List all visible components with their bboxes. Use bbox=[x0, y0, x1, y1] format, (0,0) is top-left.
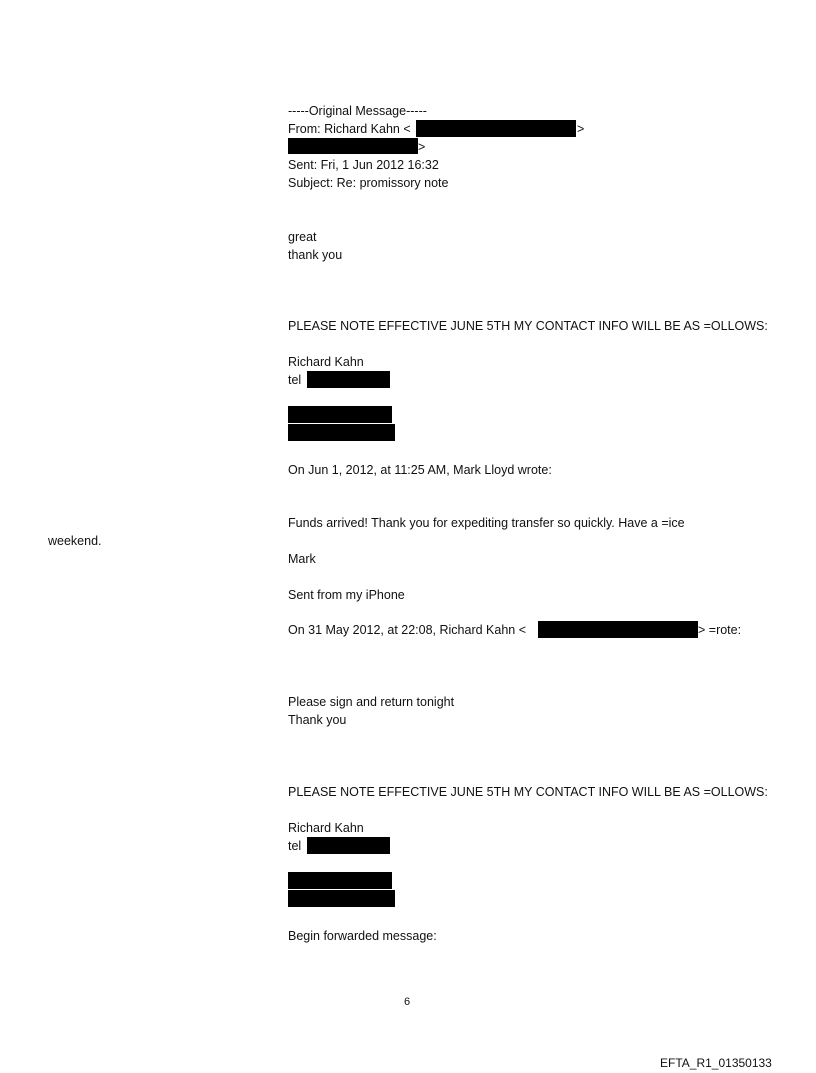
redaction-box bbox=[307, 371, 390, 388]
redaction-box bbox=[288, 872, 392, 889]
document-id: EFTA_R1_01350133 bbox=[660, 1056, 772, 1070]
quote-body-line: weekend. bbox=[48, 534, 102, 548]
redaction-box bbox=[288, 890, 395, 907]
quote-body-line: Please sign and return tonight bbox=[288, 695, 455, 709]
sent-from-line: Sent from my iPhone bbox=[288, 588, 405, 602]
from-line-suffix: > bbox=[577, 122, 585, 136]
quote-intro: On Jun 1, 2012, at 11:25 AM, Mark Lloyd wrote: bbox=[288, 463, 552, 477]
quote-signoff: Mark bbox=[288, 552, 316, 566]
tel-label: tel bbox=[288, 839, 302, 853]
redaction-box bbox=[288, 138, 418, 154]
signature-name: Richard Kahn bbox=[288, 821, 364, 835]
forwarded-label: Begin forwarded message: bbox=[288, 929, 437, 943]
redaction-box bbox=[288, 406, 392, 423]
from-line-prefix: From: Richard Kahn < bbox=[288, 122, 411, 136]
contact-notice: PLEASE NOTE EFFECTIVE JUNE 5TH MY CONTACT INFO WILL BE AS =OLLOWS: bbox=[288, 319, 768, 333]
reply-line: thank you bbox=[288, 248, 343, 262]
original-message-divider: -----Original Message----- bbox=[288, 104, 427, 118]
quote-body-line: Funds arrived! Thank you for expediting transfer so quickly. Have a =ice bbox=[288, 516, 685, 530]
redaction-box bbox=[307, 837, 390, 854]
quote-intro-suffix: > =rote: bbox=[698, 623, 742, 637]
from-line2-suffix: > bbox=[418, 140, 426, 154]
quote-intro-prefix: On 31 May 2012, at 22:08, Richard Kahn < bbox=[288, 623, 527, 637]
reply-line: great bbox=[288, 230, 317, 244]
page-number: 6 bbox=[404, 996, 411, 1008]
sent-line: Sent: Fri, 1 Jun 2012 16:32 bbox=[288, 158, 439, 172]
contact-notice: PLEASE NOTE EFFECTIVE JUNE 5TH MY CONTACT INFO WILL BE AS =OLLOWS: bbox=[288, 785, 768, 799]
subject-line: Subject: Re: promissory note bbox=[288, 176, 449, 190]
quote-body-line: Thank you bbox=[288, 713, 347, 727]
signature-name: Richard Kahn bbox=[288, 355, 364, 369]
tel-label: tel bbox=[288, 373, 302, 387]
redaction-box bbox=[288, 424, 395, 441]
redaction-box bbox=[538, 621, 698, 638]
redaction-box bbox=[416, 120, 576, 137]
